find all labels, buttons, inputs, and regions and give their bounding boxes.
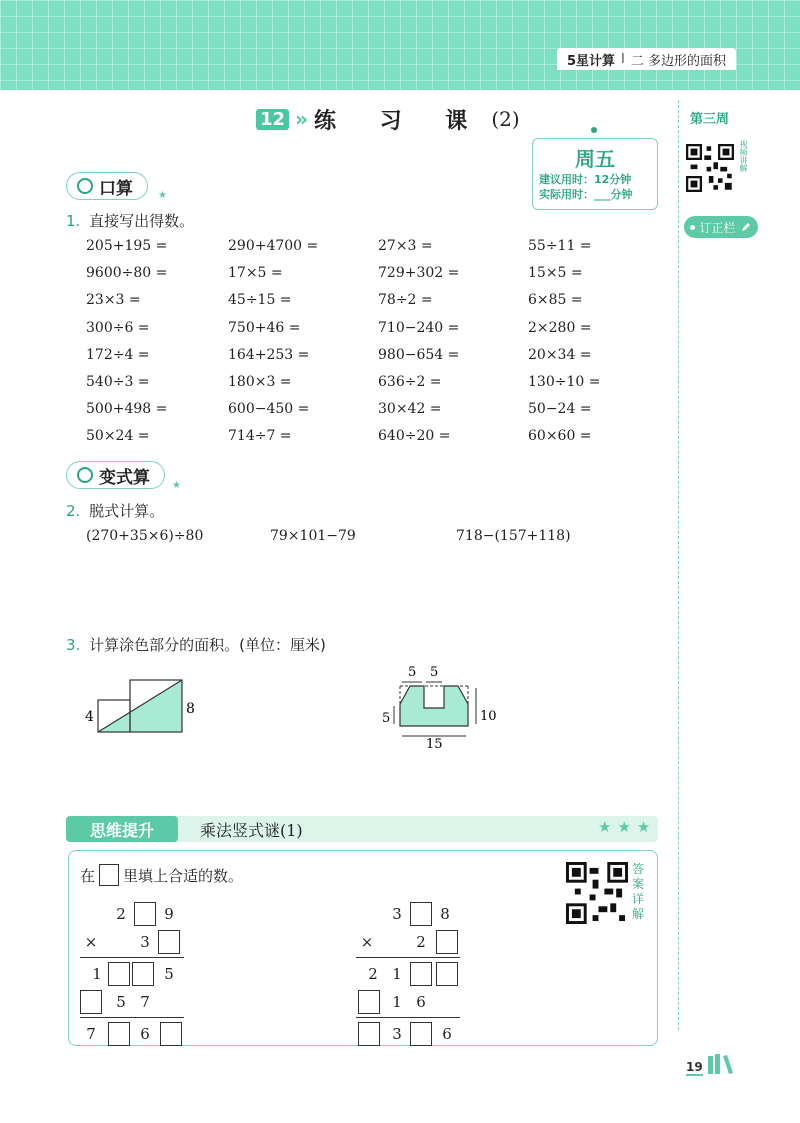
fig2-top-a-label: 5 [408,665,417,680]
answer-qr-code-icon[interactable] [566,862,628,924]
chapter-tab [557,48,736,70]
oral-item: 50−24 = [528,401,592,418]
oral-item: 78÷2 = [378,292,433,309]
digit: 1 [92,965,102,983]
oral-item: 980−654 = [378,346,460,363]
question-1 [66,210,194,231]
lesson-title-text: 练 习 课 [313,108,486,134]
week-label: 第三周 [690,112,730,127]
fig1-right-label: 8 [186,701,195,717]
digit: 7 [86,1025,96,1043]
multiply-sign: × [84,933,98,951]
oral-item: 750+46 = [228,319,301,336]
answer-box[interactable] [436,962,458,986]
answer-box[interactable] [358,990,380,1014]
digit: 5 [116,993,126,1011]
answer-box[interactable] [410,1022,432,1046]
digit: 2 [416,933,426,951]
answer-box[interactable] [134,902,156,926]
suggested-time: 建议用时：12分钟 [539,173,632,186]
fig2-left-label: 5 [382,711,391,726]
question-1-text: 直接写出得数。 [89,212,195,230]
schedule-box [532,138,658,210]
pin-icon [591,127,597,133]
digit: 6 [416,993,426,1011]
question-2-text: 脱式计算。 [89,502,165,520]
star-icon: ★ [158,190,167,201]
question-3-number: 3. [66,636,81,654]
oral-item: 130÷10 = [528,373,601,390]
multiply-sign: × [360,933,374,951]
fig2-top-b-label: 5 [430,665,439,680]
digit: 3 [392,1025,402,1043]
books-icon [708,1054,736,1074]
video-qr-code-icon[interactable] [686,144,734,192]
digit: 8 [440,905,450,923]
oral-item: 172÷4 = [86,346,150,363]
fig2-bottom-label: 15 [426,737,443,752]
answer-box[interactable] [108,962,130,986]
oral-item: 2×280 = [528,319,592,336]
pencil-icon [740,221,752,233]
oral-item: 17×5 = [228,265,283,282]
digit: 1 [392,965,402,983]
rule-line [356,1017,460,1018]
oral-item: 600−450 = [228,401,310,418]
puzzle-instruction [80,864,243,886]
correction-label: 订正栏 [699,220,736,235]
oral-item: 27×3 = [378,238,433,254]
answer-qr-label: 答案详解 [632,862,645,921]
thinking-title: 乘法竖式谜(1) [200,821,303,840]
weekday: 周五 [575,147,615,171]
oral-item: 729+302 = [378,265,460,282]
expression-1: (270+35×6)÷80 [86,528,204,544]
answer-box[interactable] [132,962,154,986]
instruction-part-a: 在 [80,866,96,885]
answer-box[interactable] [410,902,432,926]
oral-item: 20×34 = [528,346,592,363]
star-icon: ★ [172,480,181,491]
digit: 9 [164,905,174,923]
target-icon [77,467,93,483]
video-qr-label: 视频讲解 [739,140,748,172]
blank-box-example [99,864,119,886]
rule-line [80,957,184,958]
stopwatch-icon [77,178,93,194]
figure-notched-shape [372,660,512,756]
expression-3: 718−(157+118) [456,528,571,544]
oral-item: 30×42 = [378,401,442,418]
question-2-number: 2. [66,502,81,520]
oral-item: 15×5 = [528,265,583,282]
instruction-part-b: 里填上合适的数。 [123,866,244,885]
page-number: 19 [686,1060,703,1074]
section-oral-label: 口算 [99,178,133,199]
answer-box[interactable] [80,990,102,1014]
oral-item: 640÷20 = [378,428,451,445]
side-divider [678,100,679,1030]
correction-column-tag [684,216,758,238]
oral-item: 23×3 = [86,292,141,309]
oral-item: 714÷7 = [228,428,292,445]
answer-box[interactable] [410,962,432,986]
oral-item: 45÷15 = [228,292,292,309]
question-3-text: 计算涂色部分的面积。(单位：厘米) [89,636,326,654]
oral-item: 9600÷80 = [86,265,168,282]
fig2-right-label: 10 [480,709,497,724]
difficulty-stars-icon: ★★★ [598,818,657,836]
answer-box[interactable] [436,930,458,954]
digit: 6 [140,1025,150,1043]
oral-item: 540÷3 = [86,373,150,390]
oral-item: 300÷6 = [86,319,150,336]
digit: 1 [392,993,402,1011]
figure-two-squares [80,676,210,740]
chapter-name: 二 多边形的面积 [630,53,726,69]
digit: 7 [140,993,150,1011]
section-oral-badge [66,172,148,200]
header-separator: I [621,51,625,67]
section-variant-badge [66,461,165,489]
digit: 2 [116,905,126,923]
oral-item: 164+253 = [228,346,310,363]
shaded-polygon [400,686,468,726]
puzzle-2 [356,902,460,1046]
oral-arithmetic-grid [86,236,646,446]
thinking-label: 思维提升 [66,816,178,842]
oral-item: 636÷2 = [378,373,442,390]
rule-line [356,957,460,958]
fig1-left-label: 4 [85,709,94,725]
oral-item: 60×60 = [528,428,592,445]
answer-box[interactable] [160,1022,182,1046]
double-chevron-icon: » [295,107,308,131]
question-3 [66,634,326,655]
oral-item: 205+195 = [86,238,168,254]
expression-2: 79×101−79 [270,528,356,544]
oral-item: 50×24 = [86,428,150,445]
digit: 3 [392,905,402,923]
dot-icon [690,225,695,230]
oral-item: 710−240 = [378,319,460,336]
answer-box[interactable] [158,930,180,954]
oral-item: 180×3 = [228,373,292,390]
digit: 2 [368,965,378,983]
lesson-title [256,104,520,134]
puzzle-1 [80,902,184,1046]
digit: 3 [140,933,150,951]
digit: 6 [442,1025,452,1043]
answer-box[interactable] [358,1022,380,1046]
oral-item: 55÷11 = [528,238,592,254]
rule-line [80,1017,184,1018]
oral-item: 500+498 = [86,401,168,418]
brand-name: 5星计算 [566,53,616,69]
digit: 5 [164,965,174,983]
question-2 [66,500,164,521]
oral-item: 290+4700 = [228,238,319,254]
actual-time: 实际用时：___分钟 [539,188,633,201]
header-band [0,0,800,90]
section-variant-label: 变式算 [99,467,150,488]
answer-box[interactable] [108,1022,130,1046]
oral-item: 6×85 = [528,292,583,309]
question-1-number: 1. [66,212,81,230]
lesson-subtitle: (2) [491,107,520,131]
lesson-number: 12 [256,109,289,130]
